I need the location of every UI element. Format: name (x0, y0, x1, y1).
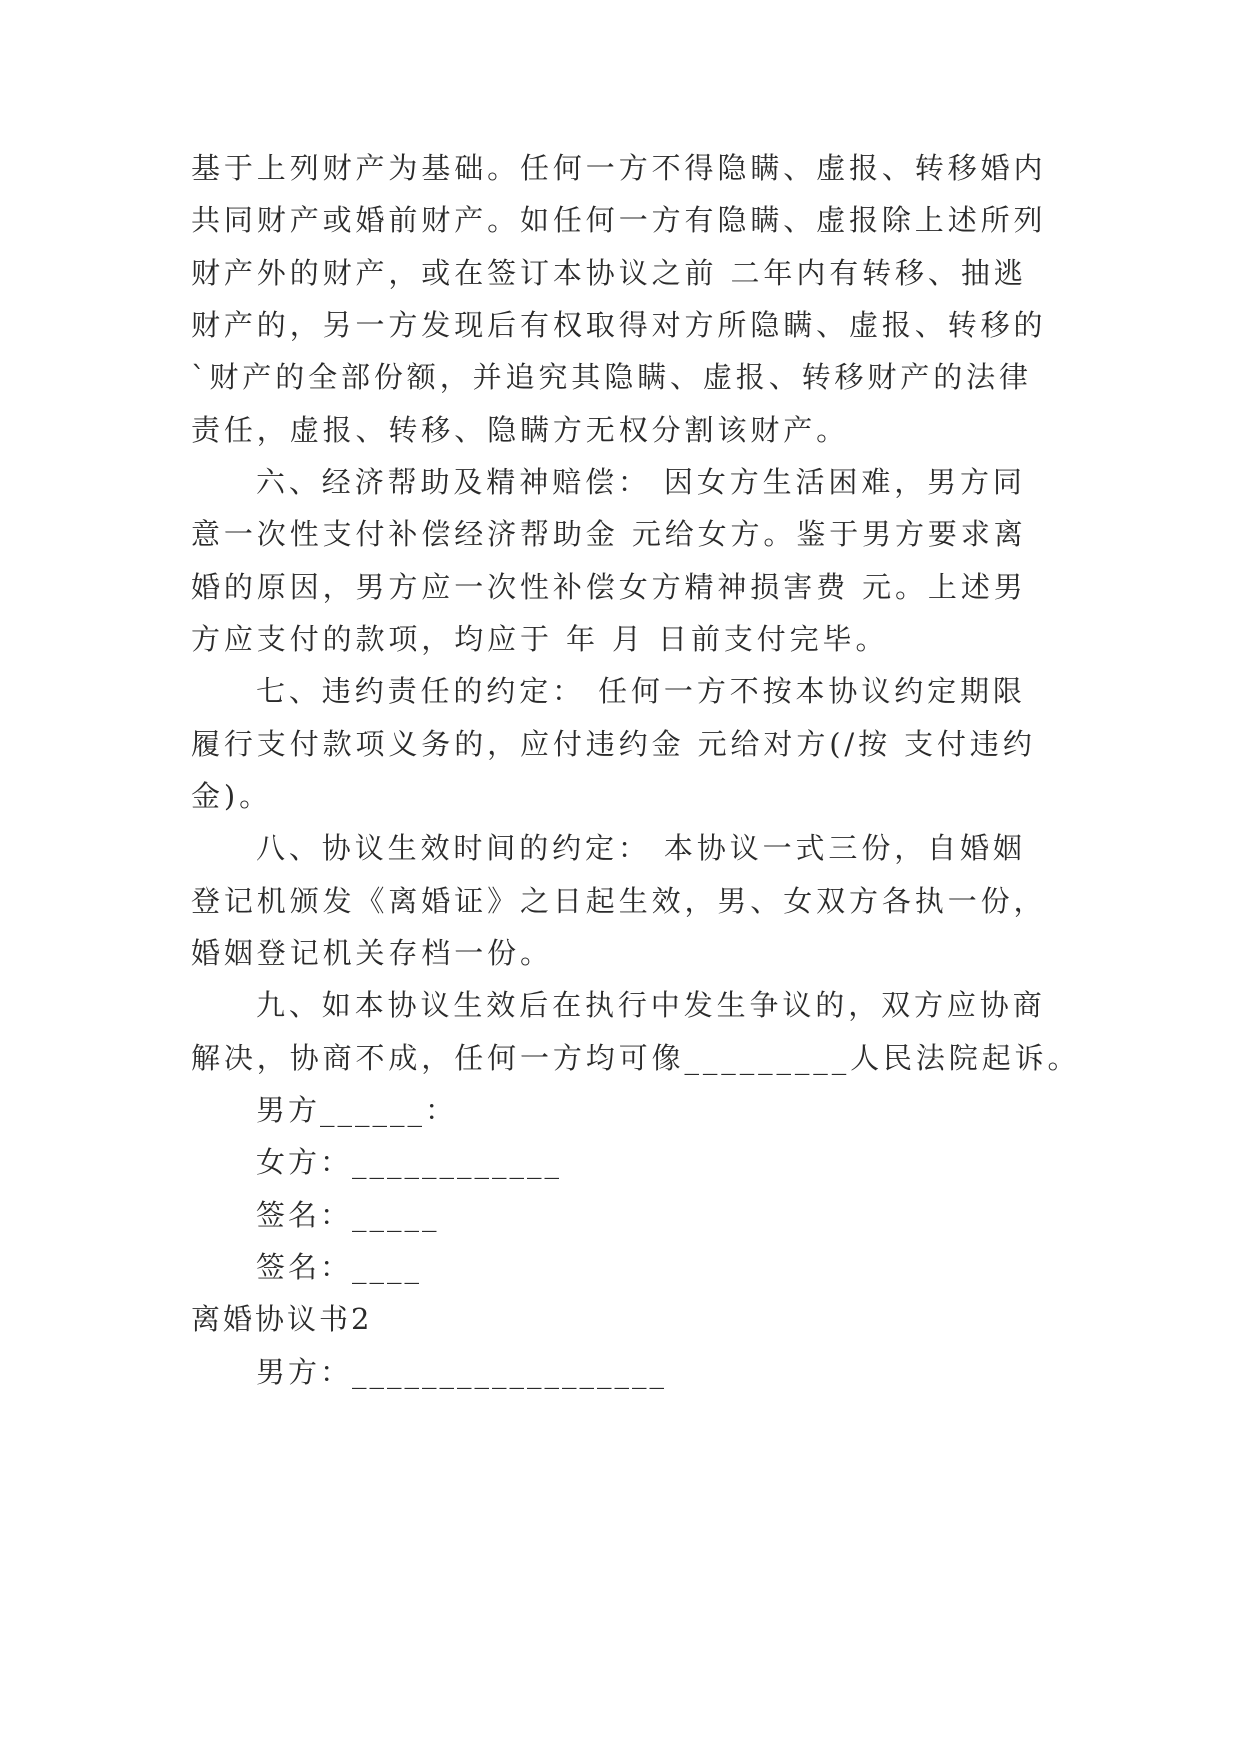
section-eight-heading-line: 八、协议生效时间的约定： 本协议一式三份，自婚姻 (256, 831, 1026, 865)
section-nine-heading-line: 九、如本协议生效后在执行中发生争议的，双方应协商 (256, 988, 1046, 1022)
paragraph-line: 财产外的财产，或在签订本协议之前 二年内有转移、抽逃 (191, 256, 1027, 290)
paragraph-line: 方应支付的款项，均应于 年 月 日前支付完毕。 (191, 622, 889, 656)
signature-line: 签名：_____ (256, 1198, 440, 1232)
section-seven-heading-line: 七、违约责任的约定： 任何一方不按本协议约定期限 (256, 674, 1026, 708)
section-six-heading-line: 六、经济帮助及精神赔偿： 因女方生活困难，男方同 (256, 465, 1026, 499)
signature-line: 签名：____ (256, 1250, 423, 1284)
paragraph-line: 履行支付款项义务的，应付违约金 元给对方(/按 支付违约 (191, 727, 1036, 761)
paragraph-line: 意一次性支付补偿经济帮助金 元给女方。鉴于男方要求离 (191, 517, 1027, 551)
paragraph-line: `财产的全部份额，并追究其隐瞒、虚报、转移财产的法律 (191, 360, 1032, 394)
paragraph-line: 责任，虚报、转移、隐瞒方无权分割该财产。 (191, 413, 850, 447)
paragraph-line: 婚姻登记机关存档一份。 (191, 936, 553, 970)
document-title-2: 离婚协议书2 (191, 1302, 373, 1336)
paragraph-line: 共同财产或婚前财产。如任何一方有隐瞒、虚报除上述所列 (191, 203, 1047, 237)
paragraph-line: 解决，协商不成，任何一方均可像_________人民法院起诉。 (191, 1041, 1081, 1075)
male-party-field-line: 男方：__________________ (256, 1355, 668, 1389)
paragraph-line: 婚的原因，男方应一次性补偿女方精神损害费 元。上述男 (191, 570, 1027, 604)
paragraph-line: 金)。 (191, 779, 273, 813)
paragraph-line: 财产的，另一方发现后有权取得对方所隐瞒、虚报、转移的 (191, 308, 1047, 342)
male-party-signature-line: 男方______： (256, 1093, 458, 1127)
paragraph-line: 登记机颁发《离婚证》之日起生效，男、女双方各执一份， (191, 884, 1047, 918)
female-party-signature-line: 女方：____________ (256, 1145, 563, 1179)
paragraph-line: 基于上列财产为基础。任何一方不得隐瞒、虚报、转移婚内 (191, 151, 1047, 185)
